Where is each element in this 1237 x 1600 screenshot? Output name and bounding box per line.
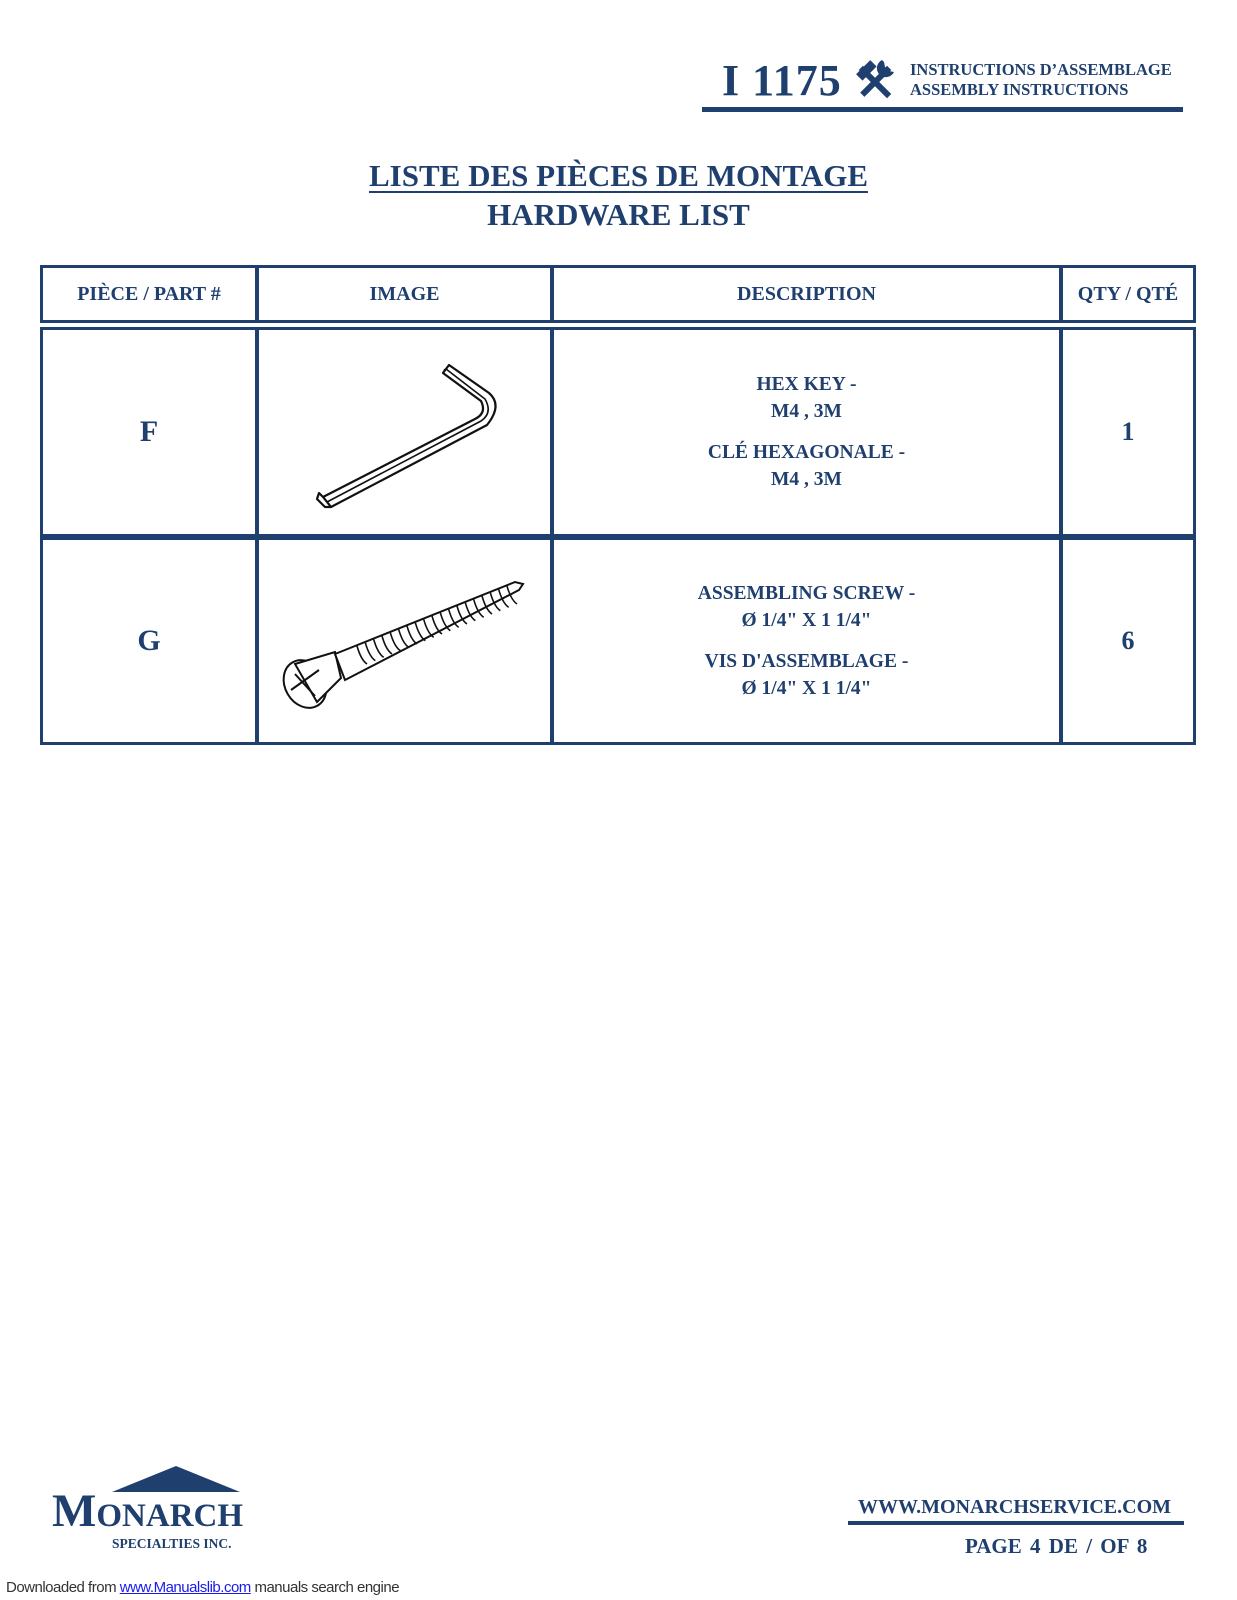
hex-key-icon: [275, 347, 535, 517]
part-quantity: 6: [1059, 540, 1193, 742]
download-suffix: manuals search engine: [250, 1579, 400, 1596]
table-row: [40, 327, 1196, 537]
download-prefix: Downloaded from: [6, 1579, 120, 1596]
part-description: [550, 540, 1059, 742]
description-en-line2: Ø 1/4" X 1 1/4": [741, 610, 872, 631]
page-title-fr-text: LISTE DES PIÈCES DE MONTAGE: [369, 158, 868, 193]
description-fr-line1: CLÉ HEXAGONALE -: [707, 442, 906, 463]
page-title-fr: [0, 158, 1237, 194]
header-title-fr: INSTRUCTIONS D’ASSEMBLAGE: [910, 60, 1172, 79]
logo-initial: M: [52, 1485, 97, 1537]
download-note: [6, 1579, 399, 1596]
description-fr-line2: Ø 1/4" X 1 1/4": [741, 678, 872, 699]
description-en-line1: ASSEMBLING SCREW -: [697, 583, 916, 604]
column-header-part: PIÈCE / PART #: [77, 282, 221, 305]
website-link[interactable]: WWW.MONARCHSERVICE.COM: [858, 1496, 1172, 1518]
table-row: [40, 537, 1196, 745]
page-title-en: HARDWARE LIST: [487, 197, 750, 232]
description-en-line2: M4 , 3M: [771, 401, 842, 422]
part-image-cell: [255, 540, 550, 742]
description-fr-line2: M4 , 3M: [771, 469, 842, 490]
page-number: PAGE 4 DE / OF 8: [965, 1534, 1148, 1558]
manualslib-link[interactable]: www.Manualslib.com: [119, 1579, 251, 1596]
hammer-wrench-icon: [852, 58, 898, 104]
logo-rest: ONARCH: [96, 1498, 244, 1534]
column-header-description: DESCRIPTION: [550, 268, 1059, 320]
description-fr-line1: VIS D'ASSEMBLAGE -: [704, 651, 909, 672]
logo-subtitle: SPECIALTIES INC.: [112, 1536, 232, 1551]
header-divider: [702, 107, 1183, 112]
column-header-qty: QTY / QTÉ: [1059, 268, 1193, 320]
footer-divider: [848, 1521, 1184, 1525]
screw-icon: [265, 556, 545, 726]
part-id: G: [137, 624, 161, 657]
description-en-line1: HEX KEY -: [756, 374, 857, 395]
column-header-image: IMAGE: [255, 268, 550, 320]
header-title-en: ASSEMBLY INSTRUCTIONS: [910, 80, 1129, 99]
table-header-row: [40, 265, 1196, 323]
part-image-cell: [255, 330, 550, 534]
part-quantity: 1: [1059, 330, 1193, 534]
part-description: [550, 330, 1059, 534]
part-id: F: [139, 415, 159, 448]
logo-wordmark: [52, 1485, 244, 1537]
document-number: I 1175: [722, 56, 842, 105]
